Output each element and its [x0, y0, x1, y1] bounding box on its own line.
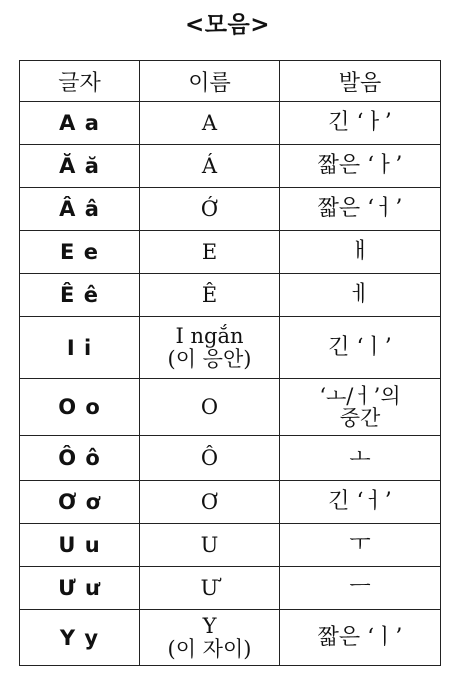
- table-row: [20, 436, 441, 481]
- table-row: [20, 524, 441, 567]
- letter-text: Ư ư: [58, 576, 101, 600]
- letter-cell: [20, 317, 140, 379]
- pronunciation-cell: [280, 567, 441, 610]
- pronunciation-text: 긴 ‘ㅓ’: [328, 489, 392, 514]
- letter-text: Ơ ơ: [57, 490, 102, 514]
- pronunciation-text: ㅗ: [349, 445, 371, 470]
- name-cell: [140, 317, 280, 379]
- table-row: [20, 317, 441, 379]
- name-cell: [140, 102, 280, 145]
- letter-cell: [20, 436, 140, 481]
- letter-text: E e: [60, 240, 99, 264]
- pronunciation-text: ㅔ: [349, 282, 371, 307]
- table-row: [20, 481, 441, 524]
- letter-cell: [20, 567, 140, 610]
- pronunciation-cell: [280, 379, 441, 436]
- pronunciation-text: ㅜ: [349, 532, 371, 557]
- vowel-table: [19, 60, 441, 666]
- name-cell: [140, 524, 280, 567]
- name-cell: [140, 145, 280, 188]
- name-text: Ê: [201, 282, 218, 307]
- pronunciation-text: 긴 ‘ㅣ’: [328, 334, 392, 360]
- name-cell: [140, 274, 280, 317]
- name-cell: [140, 481, 280, 524]
- letter-text: I i: [66, 335, 93, 360]
- name-text: A: [201, 110, 218, 135]
- name-text: U: [200, 532, 219, 557]
- pronunciation-cell: [280, 524, 441, 567]
- pronunciation-text: 긴 ‘ㅏ’: [328, 110, 392, 135]
- pronunciation-text: 짧은 ‘ㅣ’: [317, 624, 403, 650]
- table-row: [20, 610, 441, 666]
- pronunciation-text: 짧은 ‘ㅓ’: [317, 196, 403, 221]
- header-pronunciation: 발음: [280, 61, 441, 102]
- table-row: [20, 188, 441, 231]
- name-text: I ngắn: [175, 323, 244, 348]
- name-subtext: (이 자이): [167, 636, 252, 661]
- letter-text: Y y: [59, 625, 100, 650]
- table-header-row: [20, 61, 441, 102]
- name-text: Á: [201, 153, 218, 178]
- name-cell: [140, 188, 280, 231]
- pronunciation-text: ㅡ: [349, 575, 371, 600]
- letter-cell: [20, 481, 140, 524]
- letter-text: Ă ă: [59, 154, 100, 178]
- letter-cell: [20, 379, 140, 436]
- letter-cell: [20, 610, 140, 666]
- pronunciation-text: ㅐ: [349, 239, 371, 264]
- table-row: [20, 231, 441, 274]
- name-text: Ớ: [200, 196, 219, 221]
- pronunciation-cell: [280, 436, 441, 481]
- pronunciation-cell: [280, 274, 441, 317]
- name-cell: [140, 231, 280, 274]
- name-cell: [140, 436, 280, 481]
- table-row: [20, 379, 441, 436]
- name-text: Y: [202, 613, 217, 638]
- letter-text: U u: [58, 533, 101, 557]
- table-row: [20, 102, 441, 145]
- letter-cell: [20, 524, 140, 567]
- letter-cell: [20, 231, 140, 274]
- name-text: Ô: [200, 445, 219, 470]
- pronunciation-cell: [280, 231, 441, 274]
- pronunciation-cell: [280, 102, 441, 145]
- pronunciation-text: ‘ㅗ/ㅓ’의: [319, 384, 401, 408]
- letter-text: A a: [59, 111, 100, 135]
- pronunciation-cell: [280, 317, 441, 379]
- letter-cell: [20, 145, 140, 188]
- name-text: Ư: [200, 575, 219, 600]
- letter-text: O o: [58, 395, 101, 419]
- letter-text: Â â: [59, 197, 100, 221]
- name-text: Ơ: [200, 489, 219, 514]
- name-cell: [140, 610, 280, 666]
- header-name: 이름: [140, 61, 280, 102]
- table-row: [20, 274, 441, 317]
- table-row: [20, 567, 441, 610]
- name-text: O: [200, 394, 219, 419]
- pronunciation-cell: [280, 481, 441, 524]
- header-letter: 글자: [20, 61, 140, 102]
- name-text: E: [201, 239, 218, 264]
- name-cell: [140, 567, 280, 610]
- name-cell: [140, 379, 280, 436]
- pronunciation-cell: [280, 610, 441, 666]
- pronunciation-cell: [280, 145, 441, 188]
- letter-text: Ê ê: [60, 283, 99, 307]
- pronunciation-text: 짧은 ‘ㅏ’: [317, 153, 403, 178]
- name-subtext: (이 응안): [167, 346, 252, 371]
- letter-cell: [20, 102, 140, 145]
- table-row: [20, 145, 441, 188]
- letter-text: Ô ô: [58, 446, 101, 470]
- pronunciation-cell: [280, 188, 441, 231]
- page-title: <모음>: [185, 12, 270, 38]
- letter-cell: [20, 188, 140, 231]
- letter-cell: [20, 274, 140, 317]
- pronunciation-subtext: 중간: [339, 406, 381, 430]
